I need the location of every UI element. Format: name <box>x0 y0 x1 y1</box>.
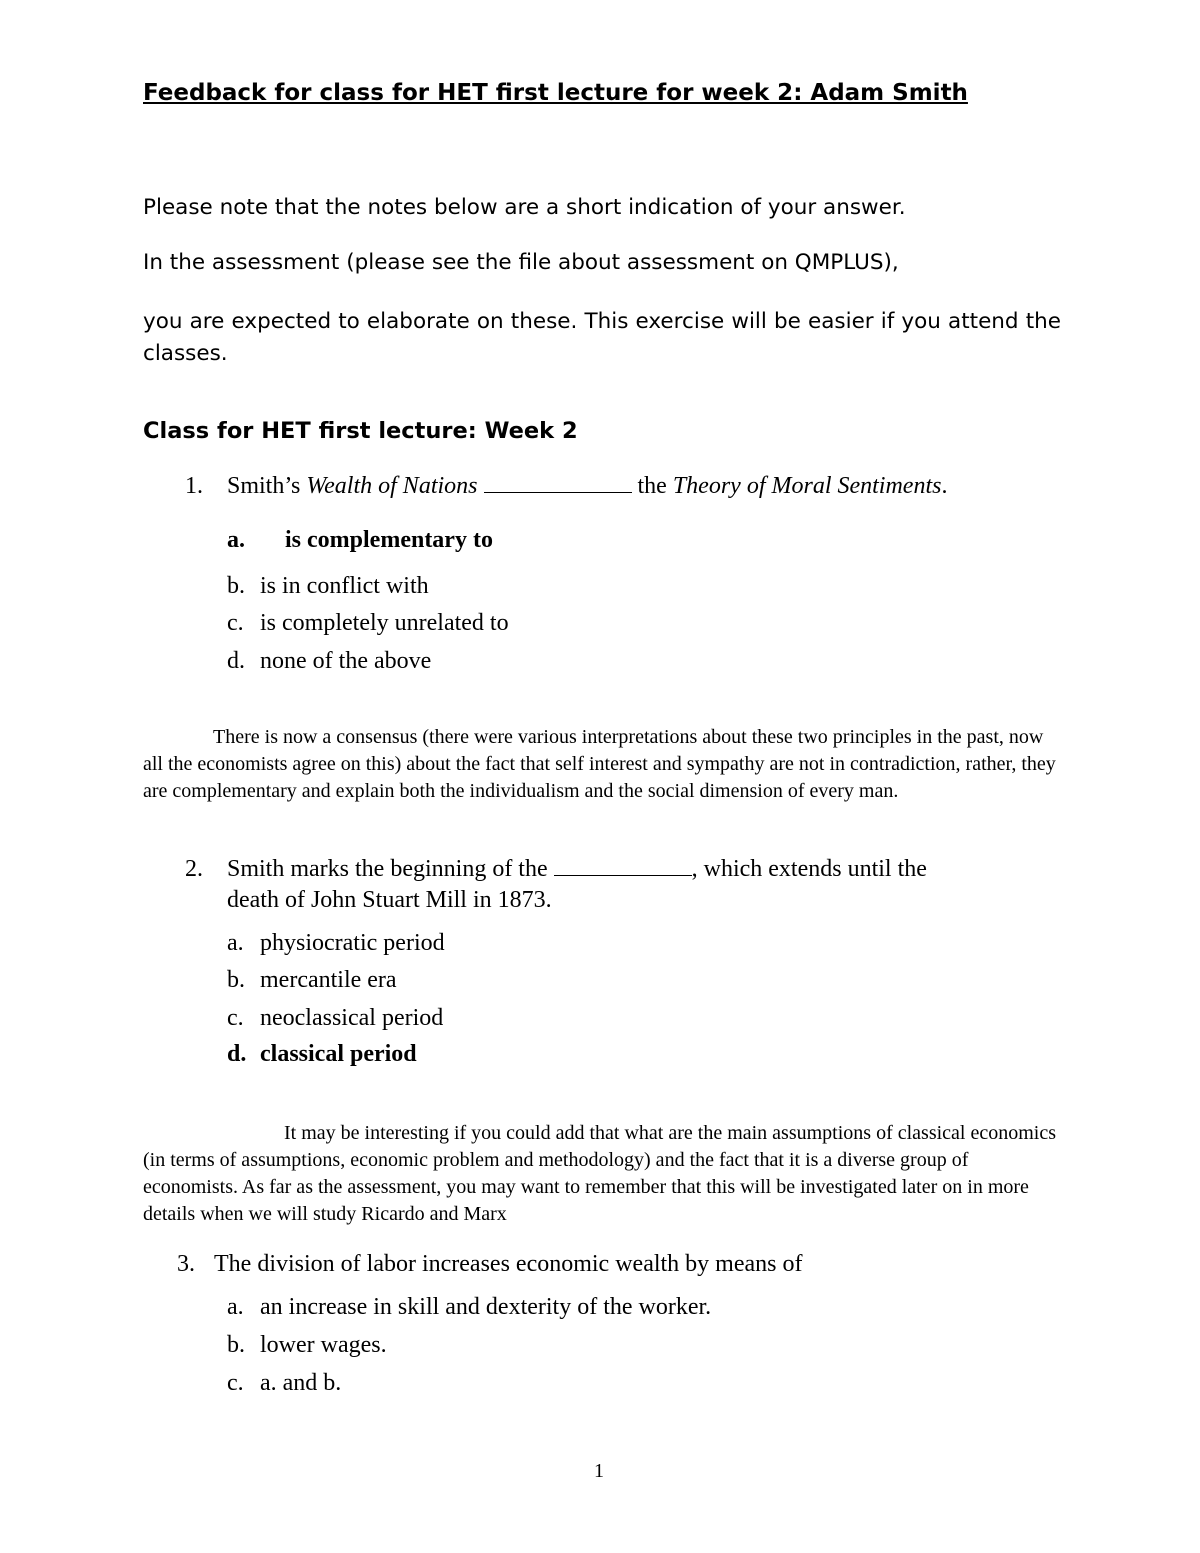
question-1-middle: the <box>631 473 673 499</box>
q3-option-a-letter: a. <box>227 1294 244 1320</box>
q2-option-a-letter: a. <box>227 930 244 956</box>
document-title: Feedback for class for HET first lecture for week 2: Adam Smith <box>143 80 968 106</box>
note-line-1: Please note that the notes below are a short indication of your answer. <box>143 195 906 220</box>
q2-option-c-letter: c. <box>227 1005 244 1031</box>
q3-option-b-text: lower wages. <box>260 1332 387 1358</box>
question-1-work-title-2: Theory of Moral Sentiments <box>672 473 942 499</box>
q2-option-c-text: neoclassical period <box>260 1005 444 1031</box>
question-2-blank <box>554 857 692 876</box>
q1-option-b-letter: b. <box>227 573 245 599</box>
question-2-feedback: It may be interesting if you could add that what are the main assumptions of classical economics (in terms of assumptions, economic problem and methodology) and the fact that it is a diverse group of economists. As far as the assessment, you may want to remember that this will be investigated later on in more details when we will study Ricardo and Marx <box>143 1122 1057 1225</box>
q3-option-c-letter: c. <box>227 1370 244 1396</box>
question-1-text <box>227 473 947 500</box>
q2-option-b-text: mercantile era <box>260 967 397 993</box>
q1-option-d-text: none of the above <box>260 648 432 674</box>
question-2-number: 2. <box>185 856 203 882</box>
q3-option-c-text: a. and b. <box>260 1370 342 1396</box>
note-line-2: In the assessment (please see the file about assessment on QMPLUS), <box>143 250 899 275</box>
q2-option-d-letter: d. <box>227 1041 247 1067</box>
q1-option-c-letter: c. <box>227 610 244 636</box>
q1-option-d-letter: d. <box>227 648 245 674</box>
q2-option-b-letter: b. <box>227 967 245 993</box>
q1-option-b-text: is in conflict with <box>260 573 429 599</box>
question-1-prefix: Smith’s <box>227 473 307 499</box>
question-3-text: The division of labor increases economic wealth by means of <box>214 1251 803 1277</box>
question-1-number: 1. <box>185 473 203 499</box>
question-3-number: 3. <box>177 1251 195 1277</box>
question-1-blank <box>484 474 632 493</box>
page-number: 1 <box>594 1460 604 1482</box>
question-2-prefix: Smith marks the beginning of the <box>227 856 554 882</box>
question-1-work-title-1: Wealth of Nations <box>306 473 478 499</box>
question-2-line-2: death of John Stuart Mill in 1873. <box>227 887 552 913</box>
question-2-suffix: , which extends until the <box>691 856 927 882</box>
note-line-3: you are expected to elaborate on these. This exercise will be easier if you attend the classes. <box>143 309 1061 366</box>
q3-option-b-letter: b. <box>227 1332 245 1358</box>
question-1-suffix: . <box>941 473 948 499</box>
question-1-feedback: There is now a consensus (there were various interpretations about these two principles in the past, now all the economists agree on this) about the fact that self interest and sympathy are not in contradiction, rather, they are complementary and explain both the individualism and the social dimension of every man. <box>143 726 1056 802</box>
q2-option-d-text: classical period <box>260 1041 417 1067</box>
q1-option-c-text: is completely unrelated to <box>260 610 509 636</box>
question-2-text <box>227 856 927 883</box>
section-heading: Class for HET first lecture: Week 2 <box>143 418 578 444</box>
q1-option-a-text: is complementary to <box>285 527 493 553</box>
q2-option-a-text: physiocratic period <box>260 930 445 956</box>
q1-option-a-letter: a. <box>227 527 245 553</box>
q3-option-a-text: an increase in skill and dexterity of the worker. <box>260 1294 712 1320</box>
